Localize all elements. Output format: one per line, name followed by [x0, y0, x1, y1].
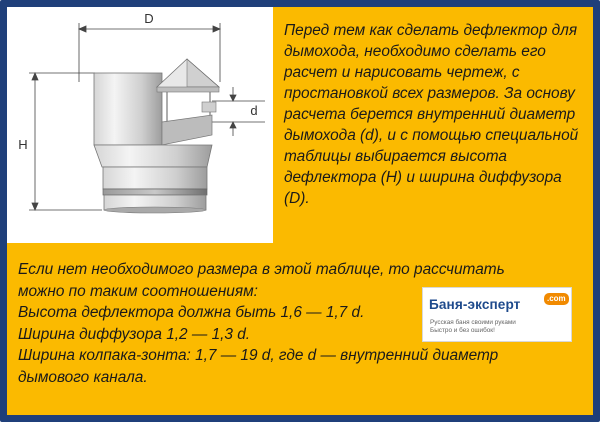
logo-tagline-line: Русская баня своими руками [430, 319, 516, 326]
chimney-pipe [103, 167, 207, 213]
logo-tagline-line: Быстро и без ошибок! [430, 326, 495, 334]
ratio-line: Ширина колпака-зонта: 1,7 — 19 d, где d — внутренний диаметр [18, 347, 499, 364]
ratio-line: Высота дефлектора должна быть 1,6 — 1,7 d. [18, 304, 365, 321]
label-h: H [18, 137, 28, 152]
cone-transition [94, 145, 212, 167]
ratio-line: можно по таким соотношениям: [18, 282, 258, 300]
ratio-line: дымового канала. [18, 368, 148, 386]
logo-domain-badge: .com [544, 293, 569, 305]
diffuser-body [94, 59, 219, 145]
intro-paragraph: Перед тем как сделать дефлектор для дымохода, необходимо сделать его расчет и нарисовать чертеж, с простановкой всех размеров. За основу расчета берется внутренний диаметр дымохода (d), и с помощью специальной таблицы выбирается высота дефлектора (H) и ширина диффузора (D). [284, 22, 579, 207]
deflector-drawing [7, 7, 273, 243]
ratio-line: Ширина диффузора 1,2 — 1,3 d. [18, 325, 251, 343]
label-d-right: d [250, 103, 258, 118]
ratio-line: Если нет необходимого размера в этой таблице, то рассчитать [18, 261, 505, 278]
logo-name: Баня-эксперт [429, 297, 521, 312]
label-d-top: D [144, 11, 154, 26]
dimension-h [29, 73, 102, 210]
logo-tagline [430, 319, 516, 334]
site-logo[interactable] [422, 287, 572, 342]
